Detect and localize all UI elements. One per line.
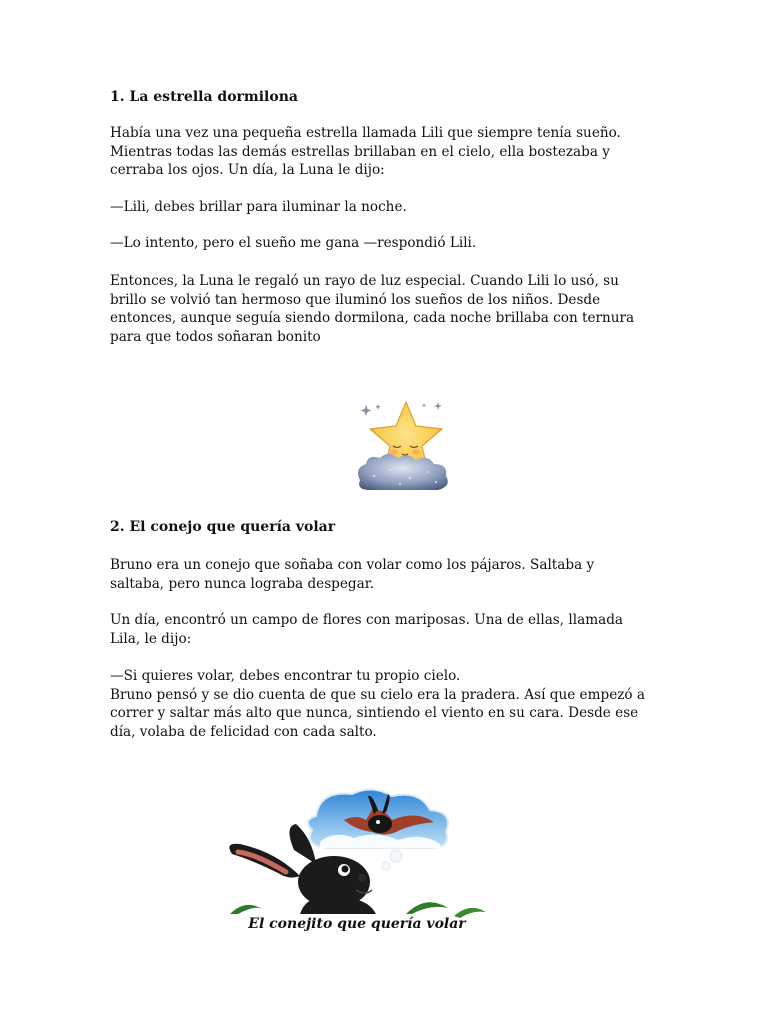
text-line: —Si quieres volar, debes encontrar tu propio cielo.: [110, 668, 461, 684]
text-line: para que todos soñaran bonito: [110, 328, 321, 345]
story2-paragraph-3: [110, 667, 670, 741]
text-line: Lila, le dijo:: [110, 630, 192, 647]
story1-paragraph-1: [110, 124, 670, 180]
text-line: —Lo intento, pero el sueño me gana —respondió Lili.: [110, 235, 477, 251]
text-line: entonces, aunque seguía siendo dormilona, cada noche brillaba con ternura: [110, 310, 635, 326]
text-line: Bruno era un conejo que soñaba con volar como los pájaros. Saltaba y: [110, 557, 595, 573]
text-line: día, volaba de felicidad con cada salto.: [110, 723, 377, 740]
text-line: brillo se volvió tan hermoso que iluminó los sueños de los niños. Desde: [110, 291, 601, 308]
story2-paragraph-2: [110, 611, 670, 648]
story2-paragraph-1: [110, 556, 670, 593]
story1-title: 1. La estrella dormilona: [110, 89, 298, 105]
text-line: saltaba, pero nunca lograba despegar.: [110, 575, 375, 592]
sleepy-star-illustration: [350, 396, 462, 496]
text-line: —Lili, debes brillar para iluminar la noche.: [110, 199, 407, 215]
text-line: Un día, encontró un campo de flores con mariposas. Una de ellas, llamada: [110, 612, 624, 628]
illustration-caption: El conejito que quería volar: [248, 916, 466, 932]
story1-paragraph-3: [110, 234, 670, 253]
text-line: Había una vez una pequeña estrella llamada Lili que siempre tenía sueño.: [110, 125, 621, 141]
text-line: Entonces, la Luna le regaló un rayo de luz especial. Cuando Lili lo usó, su: [110, 273, 619, 289]
story2-title: 2. El conejo que quería volar: [110, 519, 336, 535]
story1-paragraph-2: [110, 198, 670, 217]
bunny-dream-illustration: [216, 786, 498, 938]
text-line: Mientras todas las demás estrellas brillaban en el cielo, ella bostezaba y: [110, 143, 610, 160]
text-line: cerraba los ojos. Un día, la Luna le dijo:: [110, 162, 385, 178]
story1-paragraph-4: [110, 272, 670, 346]
text-line: Bruno pensó y se dio cuenta de que su cielo era la pradera. Así que empezó a: [110, 686, 646, 703]
text-line: correr y saltar más alto que nunca, sintiendo el viento en su cara. Desde ese: [110, 705, 639, 721]
